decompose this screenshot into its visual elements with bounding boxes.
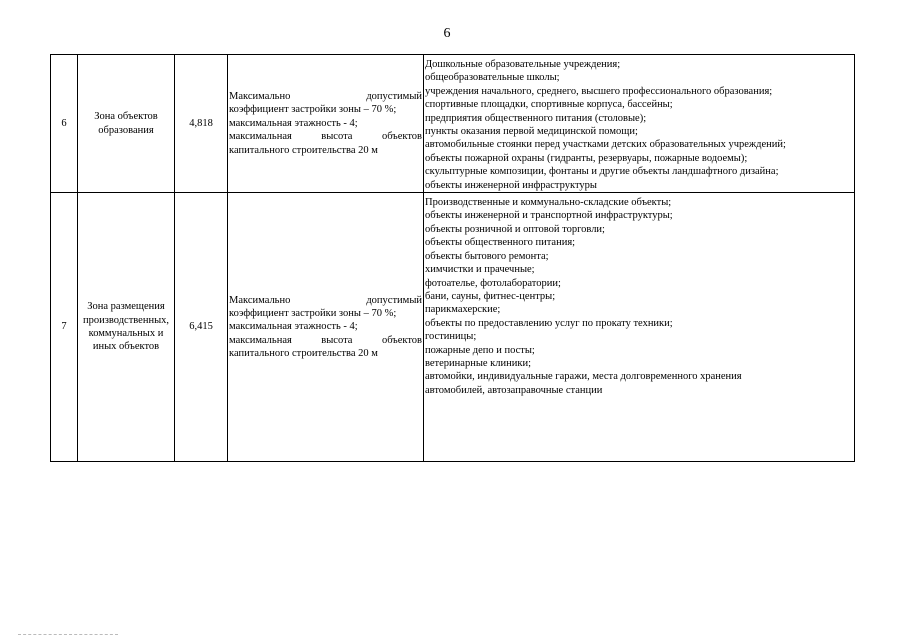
parameter-text: высота <box>321 334 353 346</box>
table-row <box>51 55 855 193</box>
parameter-text: допустимый <box>366 91 422 103</box>
parameter-line <box>229 334 422 347</box>
list-item: пункты оказания первой медицинской помощи; <box>425 126 638 138</box>
zone-area: 6,415 <box>175 193 228 462</box>
page-number: 6 <box>443 26 451 41</box>
list-item: автомобильные стоянки перед участками детских образовательных учреждений; <box>425 139 786 151</box>
list-item: ветеринарные клиники; <box>425 357 531 369</box>
list-item: гостиницы; <box>425 331 477 343</box>
parameter-text: максимальная этажность - 4; <box>229 117 358 129</box>
list-item: объекты инженерной инфраструктуры <box>425 179 597 191</box>
list-item: Дошкольные образовательные учреждения; <box>425 59 621 70</box>
table-row <box>51 193 855 462</box>
zone-name: Зона объектов образования <box>78 55 175 193</box>
list-item: общеобразовательные школы; <box>425 72 560 84</box>
parameter-line <box>229 294 422 307</box>
parameter-text: максимальная этажность - 4; <box>229 321 358 333</box>
list-item: химчистки и прачечные; <box>425 264 535 276</box>
parameter-text: капитального строительства 20 м <box>229 348 378 360</box>
parameter-text: объектов <box>381 334 422 346</box>
list-item: спортивные площадки, спортивные корпуса, бассейны; <box>425 99 673 111</box>
parameter-text: Максимально <box>229 91 291 103</box>
parameter-text: Максимально <box>229 294 291 306</box>
parameter-line <box>229 130 422 143</box>
list-item: скульптурные композиции, фонтаны и другие объекты ландшафтного дизайна; <box>425 166 779 178</box>
list-item: объекты общественного питания; <box>425 237 576 249</box>
zone-area: 4,818 <box>175 55 228 193</box>
parameter-text: коэффициент застройки зоны – 70 %; <box>229 307 397 319</box>
parameter-line <box>229 320 422 333</box>
list-item: автомойки, индивидуальные гаражи, места долговременного хранения <box>425 371 742 383</box>
list-item: предприятия общественного питания (столовые); <box>425 112 647 124</box>
parameter-text: высота <box>321 131 353 143</box>
permitted-uses <box>424 55 855 193</box>
parameter-text: коэффициент застройки зоны – 70 %; <box>229 104 397 116</box>
list-item: фотоателье, фотолаборатории; <box>425 277 561 289</box>
parameter-line <box>229 307 422 320</box>
parameter-line <box>229 347 422 360</box>
list-item: бани, сауны, фитнес-центры; <box>425 290 556 302</box>
parameter-text: допустимый <box>366 294 422 306</box>
list-item: объекты бытового ремонта; <box>425 250 549 262</box>
list-item: парикмахерские; <box>425 304 501 316</box>
parameter-text: максимальная <box>229 334 292 346</box>
scan-artifact <box>18 634 118 636</box>
zone-parameters <box>228 193 424 462</box>
list-item: учреждения начального, среднего, высшего профессионального образования; <box>425 85 773 97</box>
parameter-text: максимальная <box>229 131 292 143</box>
parameter-text: капитального строительства 20 м <box>229 144 378 156</box>
list-item: автомобилей, автозаправочные станции <box>425 384 603 396</box>
zone-name: Зона размещения производственных, коммунальных и иных объектов <box>78 193 175 462</box>
parameter-text: объектов <box>381 131 422 143</box>
permitted-uses <box>424 193 855 462</box>
list-item: пожарные депо и посты; <box>425 344 535 356</box>
list-item: объекты по предоставлению услуг по прокату техники; <box>425 317 673 329</box>
parameter-line <box>229 103 422 116</box>
list-item: объекты розничной и оптовой торговли; <box>425 223 605 235</box>
list-item: Производственные и коммунально-складские объекты; <box>425 197 672 209</box>
row-number: 7 <box>51 193 78 462</box>
list-item: объекты инженерной и транспортной инфраструктуры; <box>425 210 673 222</box>
row-number: 6 <box>51 55 78 193</box>
parameter-line <box>229 90 422 103</box>
parameter-line <box>229 117 422 130</box>
zones-table <box>50 54 855 462</box>
zone-parameters <box>228 55 424 193</box>
list-item: объекты пожарной охраны (гидранты, резервуары, пожарные водоемы); <box>425 152 748 164</box>
parameter-line <box>229 144 422 157</box>
